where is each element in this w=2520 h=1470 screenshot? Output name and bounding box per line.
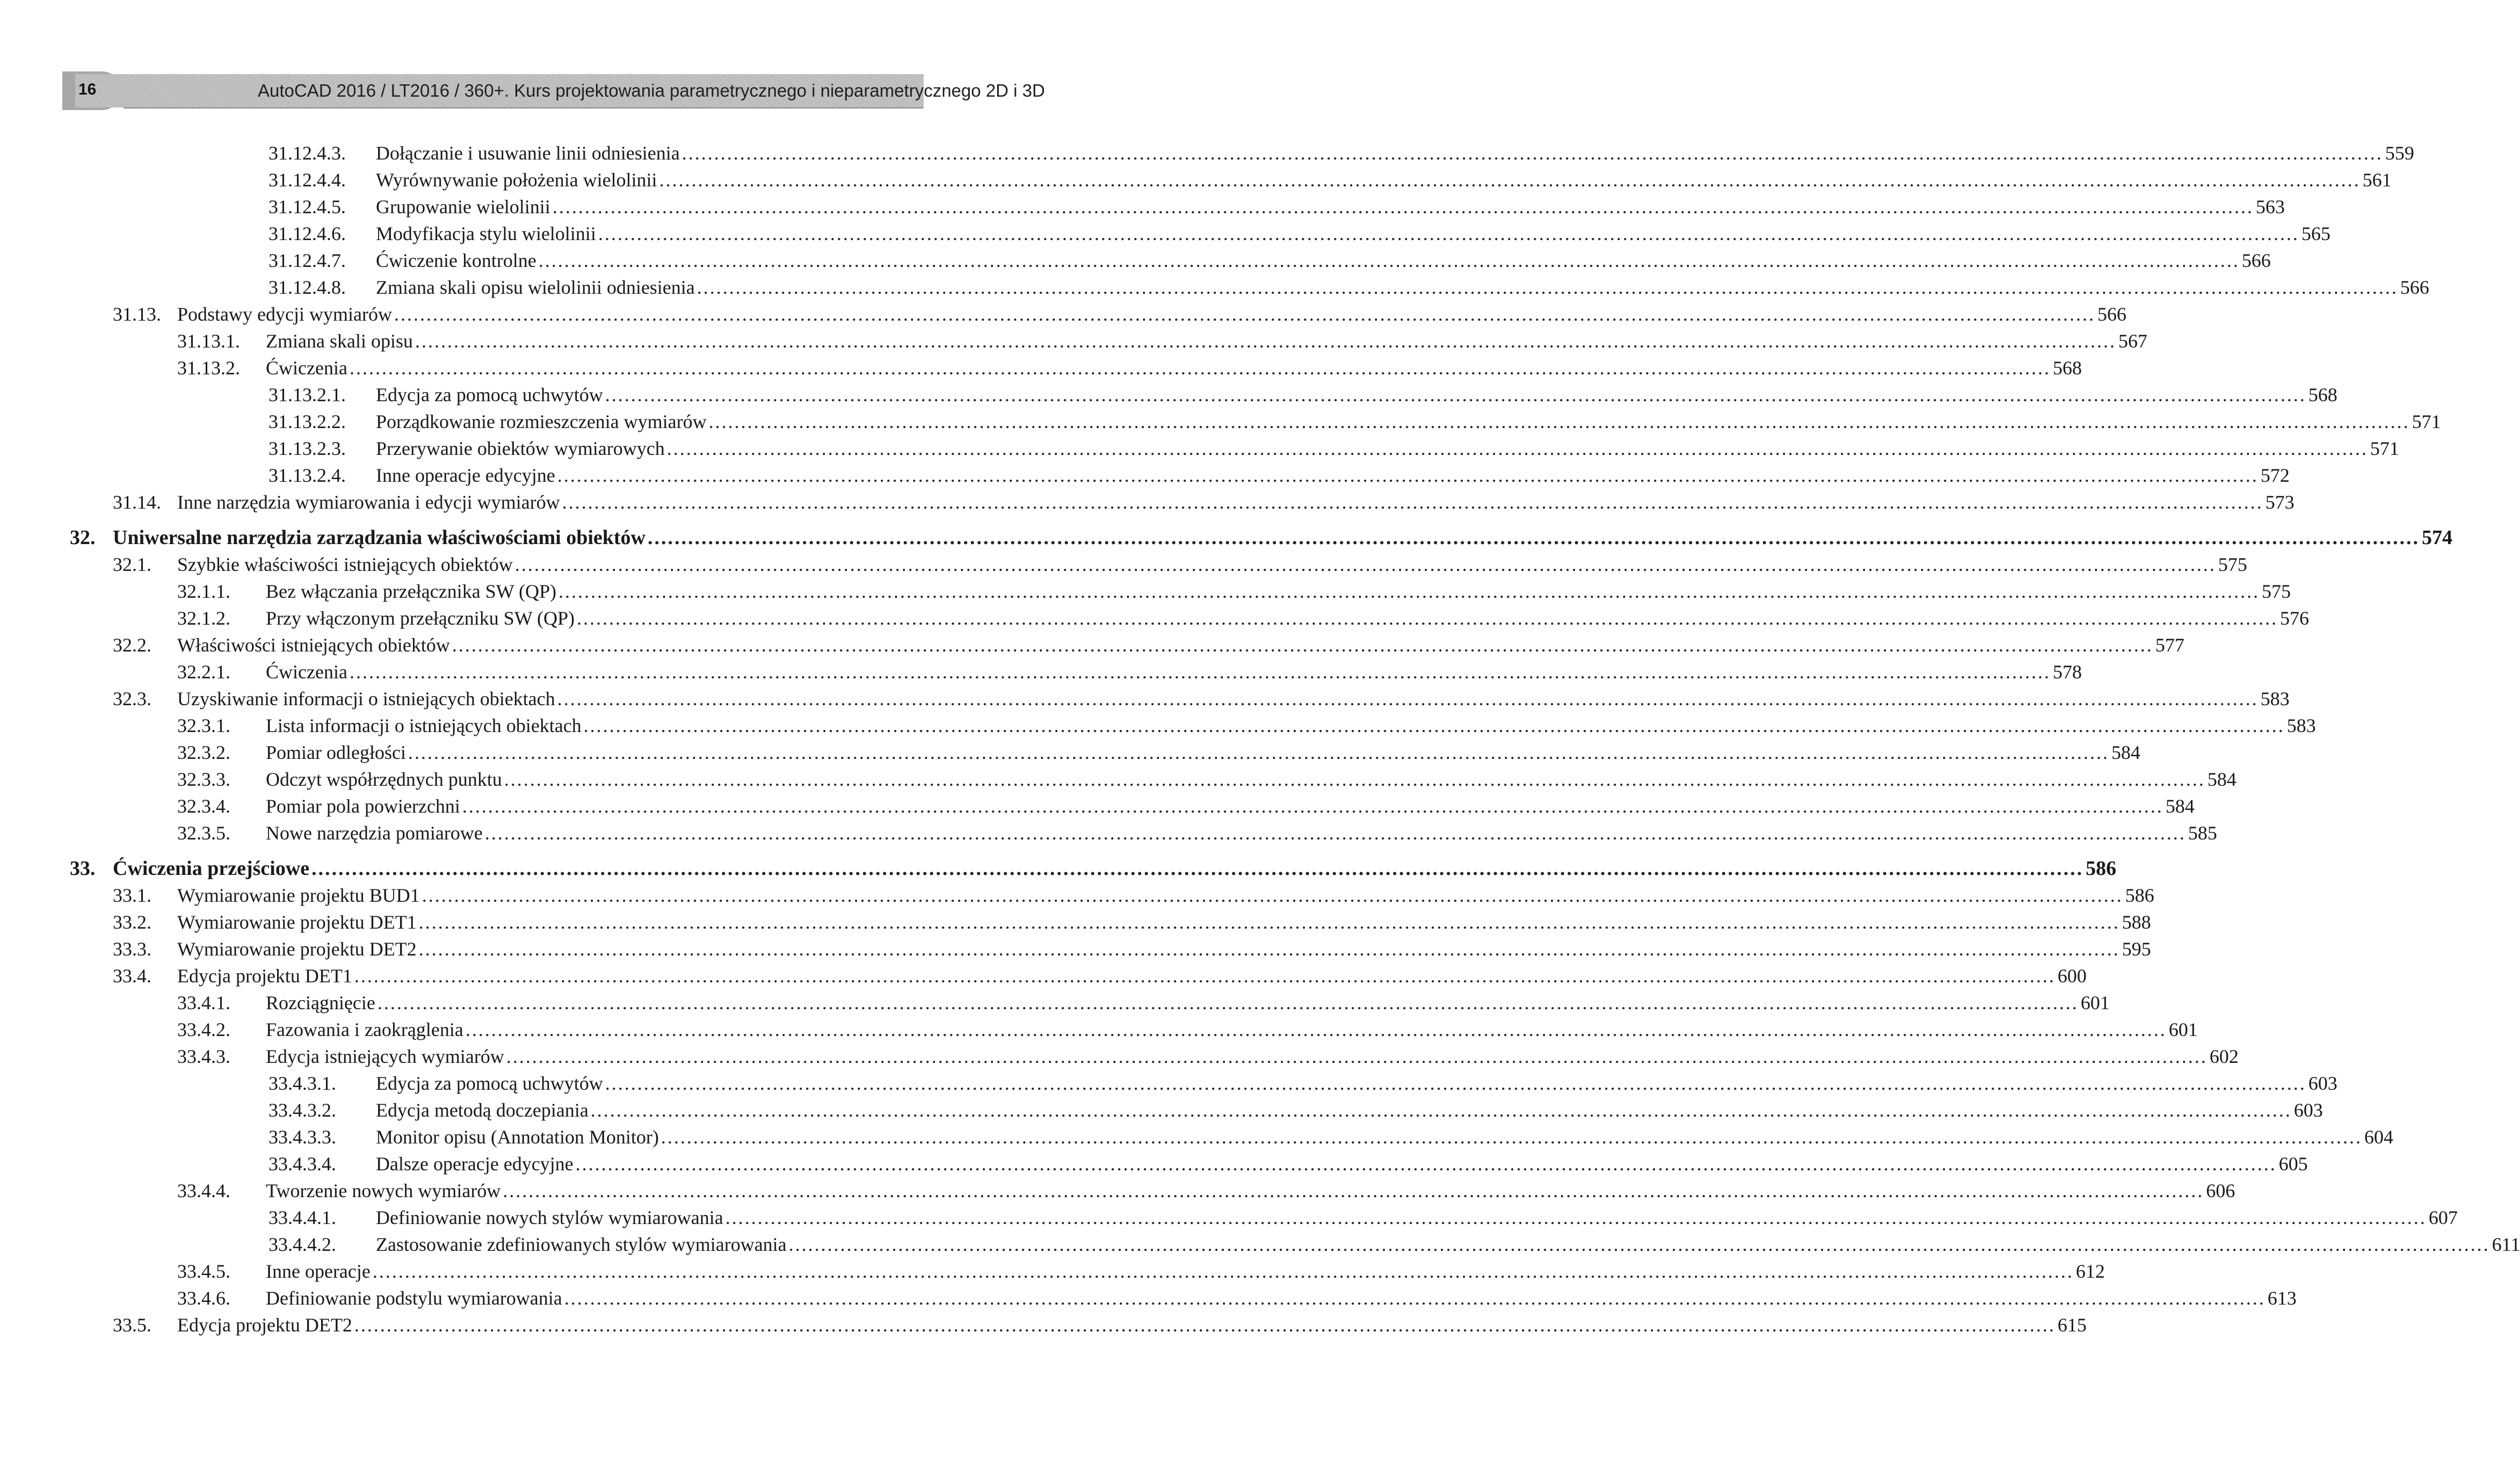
- toc-section-number: 33.4.3.3.: [268, 1126, 336, 1148]
- toc-entry: [177, 685, 2290, 712]
- toc-entry: [266, 578, 2291, 605]
- toc-row: [177, 1285, 2297, 1312]
- toc-leader-dots: [506, 1043, 2207, 1070]
- toc-entry: [177, 551, 2247, 578]
- toc-entry: [177, 301, 2126, 328]
- toc-row: [177, 989, 2110, 1016]
- toc-row: [268, 274, 2429, 301]
- toc-section-number: 32.: [70, 526, 96, 549]
- toc-page-number: 559: [2385, 142, 2414, 164]
- toc-row: [113, 909, 2151, 936]
- toc-row: [113, 551, 2247, 578]
- toc-row: [177, 820, 2217, 846]
- toc-entry: [266, 328, 2147, 354]
- toc-page-number: 604: [2364, 1126, 2393, 1148]
- toc-entry: [177, 962, 2087, 989]
- toc-leader-dots: [539, 247, 2240, 274]
- toc-page-number: 566: [2400, 277, 2429, 298]
- toc-leader-dots: [394, 301, 2095, 328]
- toc-section-number: 33.4.5.: [177, 1261, 230, 1282]
- toc-entry: [376, 1150, 2308, 1177]
- toc-entry: [266, 820, 2217, 846]
- toc-page-number: 561: [2362, 169, 2392, 191]
- toc-row: [177, 793, 2195, 820]
- toc-page-number: 577: [2155, 634, 2184, 656]
- toc-row: [177, 1016, 2198, 1043]
- toc-page-number: 615: [2057, 1314, 2087, 1336]
- toc-entry: [376, 1097, 2323, 1124]
- toc-page-number: 605: [2278, 1153, 2308, 1175]
- toc-leader-dots: [725, 1204, 2427, 1231]
- toc-section-number: 33.4.4.: [177, 1180, 230, 1201]
- toc-section-number: 32.3.5.: [177, 822, 230, 844]
- toc-title: Uzyskiwanie informacji o istniejących obiektach: [177, 685, 557, 712]
- toc-section-number: 33.4.: [113, 965, 151, 987]
- toc-leader-dots: [485, 820, 2186, 846]
- toc-entry: [177, 882, 2154, 909]
- toc-row: [113, 685, 2290, 712]
- toc-title: Wymiarowanie projektu DET2: [177, 936, 419, 962]
- toc-row: [268, 140, 2414, 166]
- toc-section-number: 31.12.4.6.: [268, 223, 346, 244]
- toc-title: Grupowanie wielolinii: [376, 193, 553, 220]
- header-divider: [124, 107, 924, 108]
- toc-title: Ćwiczenie kontrolne: [376, 247, 539, 274]
- toc-leader-dots: [605, 381, 2306, 408]
- toc-leader-dots: [562, 489, 2263, 516]
- toc-row: [113, 1312, 2087, 1338]
- toc-title: Wymiarowanie projektu BUD1: [177, 882, 422, 909]
- toc-section-number: 31.12.4.3.: [268, 142, 346, 164]
- toc-page-number: 584: [2111, 742, 2140, 763]
- toc-section-number: 33.4.3.: [177, 1046, 230, 1067]
- toc-leader-dots: [373, 1258, 2074, 1285]
- toc-leader-dots: [504, 766, 2205, 793]
- toc-leader-dots: [452, 632, 2153, 658]
- toc-page-number: 612: [2075, 1261, 2105, 1282]
- toc-section-number: 31.12.4.8.: [268, 277, 346, 298]
- toc-page-number: 565: [2301, 223, 2330, 244]
- toc-leader-dots: [584, 712, 2285, 739]
- toc-section-number: 32.3.1.: [177, 715, 230, 736]
- toc-entry: [113, 855, 2117, 882]
- toc-title: Zastosowanie zdefiniowanych stylów wymiarowania: [376, 1231, 789, 1258]
- toc-page-number: 567: [2118, 330, 2147, 352]
- toc-row: [268, 166, 2392, 193]
- toc-page-number: 575: [2262, 581, 2291, 602]
- toc-title: Uniwersalne narzędzia zarządzania właściwościami obiektów: [113, 524, 648, 551]
- toc-leader-dots: [564, 1285, 2265, 1312]
- toc-page-number: 584: [2207, 769, 2236, 790]
- toc-page-number: 563: [2255, 196, 2285, 218]
- toc-section-number: 33.4.4.1.: [268, 1207, 336, 1228]
- toc-leader-dots: [515, 551, 2216, 578]
- toc-row: [177, 354, 2082, 381]
- toc-row: [268, 408, 2441, 435]
- toc-leader-dots: [503, 1177, 2204, 1204]
- toc-page-number: 571: [2370, 438, 2399, 459]
- toc-page-number: 572: [2260, 465, 2290, 486]
- toc-page-number: 585: [2188, 822, 2217, 844]
- toc-title: Modyfikacja stylu wielolinii: [376, 220, 598, 247]
- toc-leader-dots: [354, 962, 2056, 989]
- toc-leader-dots: [350, 658, 2051, 685]
- toc-title: Edycja za pomocą uchwytów: [376, 381, 605, 408]
- toc-row: [268, 1097, 2323, 1124]
- toc-row: [177, 1258, 2105, 1285]
- toc-leader-dots: [422, 882, 2123, 909]
- toc-chapter-row: [70, 855, 2117, 882]
- toc-title: Zmiana skali opisu wielolinii odniesienia: [376, 274, 697, 301]
- toc-page-number: 602: [2209, 1046, 2239, 1067]
- toc-row: [113, 936, 2151, 962]
- toc-entry: [266, 354, 2082, 381]
- toc-row: [268, 462, 2290, 489]
- toc-section-number: 32.2.: [113, 634, 151, 656]
- toc-row: [113, 882, 2154, 909]
- toc-leader-dots: [553, 193, 2254, 220]
- toc-entry: [113, 524, 2453, 551]
- toc-title: Wymiarowanie projektu DET1: [177, 909, 419, 936]
- toc-leader-dots: [667, 435, 2368, 462]
- toc-chapter-row: [70, 524, 2453, 551]
- toc-page-number: 603: [2293, 1099, 2323, 1121]
- toc-title: Rozciągnięcie: [266, 989, 377, 1016]
- toc-title: Edycja istniejących wymiarów: [266, 1043, 506, 1070]
- toc-section-number: 33.5.: [113, 1314, 151, 1336]
- toc-title: Wyrównywanie położenia wielolinii: [376, 166, 659, 193]
- toc-section-number: 33.4.2.: [177, 1019, 230, 1040]
- toc-leader-dots: [682, 140, 2383, 166]
- toc-entry: [376, 1204, 2458, 1231]
- toc-entry: [376, 193, 2285, 220]
- toc-leader-dots: [462, 793, 2163, 820]
- toc-entry: [266, 793, 2195, 820]
- toc-leader-dots: [576, 1150, 2277, 1177]
- toc-title: Edycja projektu DET1: [177, 962, 354, 989]
- toc-row: [177, 1177, 2235, 1204]
- toc-title: Pomiar odległości: [266, 739, 408, 766]
- toc-section-number: 32.3.: [113, 688, 151, 709]
- toc-entry: [376, 408, 2441, 435]
- toc-section-number: 32.3.2.: [177, 742, 230, 763]
- toc-entry: [177, 632, 2184, 658]
- page-number: 16: [78, 81, 97, 98]
- toc-section-number: 31.13.1.: [177, 330, 240, 352]
- toc-row: [268, 435, 2399, 462]
- toc-row: [113, 301, 2126, 328]
- toc-page-number: 566: [2097, 303, 2126, 325]
- toc-title: Ćwiczenia: [266, 354, 350, 381]
- toc-entry: [177, 489, 2294, 516]
- toc-title: Podstawy edycji wymiarów: [177, 301, 394, 328]
- toc-section-number: 31.14.: [113, 491, 161, 513]
- toc-row: [113, 632, 2184, 658]
- toc-title: Dołączanie i usuwanie linii odniesienia: [376, 140, 682, 166]
- toc-page-number: 578: [2052, 661, 2082, 683]
- toc-leader-dots: [789, 1231, 2490, 1258]
- toc-row: [177, 712, 2316, 739]
- toc-page-number: 606: [2206, 1180, 2235, 1201]
- toc-page-number: 568: [2052, 357, 2082, 379]
- toc-page-number: 583: [2286, 715, 2316, 736]
- toc-row: [268, 247, 2271, 274]
- toc-section-number: 33.4.3.1.: [268, 1073, 336, 1094]
- toc-title: Bez włączania przełącznika SW (QP): [266, 578, 558, 605]
- toc-entry: [177, 1312, 2087, 1338]
- toc-title: Edycja metodą doczepiania: [376, 1097, 591, 1124]
- toc-title: Lista informacji o istniejących obiektach: [266, 712, 584, 739]
- toc-page-number: 601: [2168, 1019, 2198, 1040]
- toc-entry: [376, 140, 2414, 166]
- toc-row: [268, 1204, 2458, 1231]
- toc-section-number: 33.1.: [113, 885, 151, 906]
- toc-page-number: 571: [2412, 411, 2441, 432]
- toc-entry: [177, 909, 2151, 936]
- toc-leader-dots: [415, 328, 2116, 354]
- toc-row: [177, 766, 2236, 793]
- toc-row: [177, 328, 2147, 354]
- toc-title: Właściwości istniejących obiektów: [177, 632, 452, 658]
- toc-title: Nowe narzędzia pomiarowe: [266, 820, 485, 846]
- toc-entry: [376, 247, 2271, 274]
- toc-section-number: 32.3.3.: [177, 769, 230, 790]
- toc-leader-dots: [709, 408, 2410, 435]
- toc-leader-dots: [408, 739, 2109, 766]
- toc-entry: [177, 936, 2151, 962]
- toc-entry: [266, 605, 2310, 632]
- toc-entry: [376, 381, 2337, 408]
- toc-page-number: 603: [2308, 1073, 2337, 1094]
- toc-row: [268, 1231, 2520, 1258]
- toc-leader-dots: [591, 1097, 2292, 1124]
- toc-leader-dots: [354, 1312, 2056, 1338]
- toc-section-number: 33.4.4.2.: [268, 1234, 336, 1255]
- toc-entry: [376, 274, 2429, 301]
- toc-section-number: 31.13.2.4.: [268, 465, 346, 486]
- toc-title: Szybkie właściwości istniejących obiektów: [177, 551, 515, 578]
- toc-leader-dots: [466, 1016, 2167, 1043]
- toc-title: Definiowanie podstylu wymiarowania: [266, 1285, 564, 1312]
- toc-entry: [266, 712, 2316, 739]
- toc-entry: [266, 766, 2236, 793]
- toc-page-number: 613: [2267, 1287, 2297, 1309]
- toc-row: [268, 193, 2285, 220]
- toc-title: Inne operacje: [266, 1258, 373, 1285]
- toc-section-number: 33.4.3.2.: [268, 1099, 336, 1121]
- toc-section-number: 33.: [70, 857, 96, 880]
- toc-title: Przy włączonym przełączniku SW (QP): [266, 605, 577, 632]
- toc-entry: [266, 1016, 2198, 1043]
- toc-page-number: 576: [2280, 607, 2310, 629]
- toc-leader-dots: [311, 855, 2083, 882]
- toc-title: Przerywanie obiektów wymiarowych: [376, 435, 667, 462]
- toc-title: Porządkowanie rozmieszczenia wymiarów: [376, 408, 709, 435]
- toc-page-number: 584: [2165, 795, 2195, 817]
- toc-section-number: 31.13.2.1.: [268, 384, 346, 405]
- toc-row: [268, 1124, 2393, 1150]
- toc-page-number: 601: [2080, 992, 2110, 1013]
- toc-leader-dots: [577, 605, 2278, 632]
- toc-entry: [376, 462, 2290, 489]
- toc-entry: [376, 1231, 2520, 1258]
- toc-section-number: 31.13.: [113, 303, 161, 325]
- toc-entry: [266, 739, 2140, 766]
- toc-leader-dots: [648, 524, 2420, 551]
- toc-entry: [376, 166, 2392, 193]
- toc-title: Ćwiczenia przejściowe: [113, 855, 311, 882]
- toc-section-number: 31.13.2.: [177, 357, 240, 379]
- toc-page-number: 600: [2057, 965, 2087, 987]
- toc-section-number: 31.12.4.7.: [268, 250, 346, 271]
- toc-page-number: 595: [2122, 938, 2151, 960]
- toc-row: [177, 605, 2310, 632]
- toc-page-number: 575: [2218, 554, 2247, 575]
- toc-title: Edycja projektu DET2: [177, 1312, 354, 1338]
- toc-section-number: 33.4.3.4.: [268, 1153, 336, 1175]
- toc-leader-dots: [558, 578, 2260, 605]
- toc-title: Ćwiczenia: [266, 658, 350, 685]
- toc-page-number: 566: [2241, 250, 2271, 271]
- header-title: AutoCAD 2016 / LT2016 / 360+. Kurs projektowania parametrycznego i nieparametrycznego 2D i 3D: [258, 81, 1045, 100]
- toc-entry: [266, 658, 2082, 685]
- toc-row: [177, 1043, 2239, 1070]
- toc-entry: [376, 435, 2399, 462]
- toc-title: Monitor opisu (Annotation Monitor): [376, 1124, 661, 1150]
- toc-row: [268, 1070, 2337, 1097]
- toc-row: [268, 220, 2330, 247]
- toc-leader-dots: [661, 1124, 2362, 1150]
- toc-page-number: 607: [2428, 1207, 2458, 1228]
- toc-page-number: 583: [2260, 688, 2290, 709]
- toc-title: Inne narzędzia wymiarowania i edycji wymiarów: [177, 489, 562, 516]
- toc-leader-dots: [350, 354, 2051, 381]
- toc-entry: [266, 1285, 2297, 1312]
- toc-title: Tworzenie nowych wymiarów: [266, 1177, 503, 1204]
- toc-entry: [266, 1043, 2239, 1070]
- toc-leader-dots: [377, 989, 2079, 1016]
- toc-leader-dots: [598, 220, 2299, 247]
- toc-title: Zmiana skali opisu: [266, 328, 415, 354]
- toc-section-number: 31.12.4.4.: [268, 169, 346, 191]
- toc-row: [177, 658, 2082, 685]
- toc-section-number: 33.3.: [113, 938, 151, 960]
- toc-title: Edycja za pomocą uchwytów: [376, 1070, 605, 1097]
- toc-page-number: 574: [2422, 526, 2453, 549]
- toc-entry: [376, 1124, 2393, 1150]
- toc-section-number: 32.2.1.: [177, 661, 230, 683]
- toc-entry: [266, 1177, 2235, 1204]
- toc-title: Definiowanie nowych stylów wymiarowania: [376, 1204, 725, 1231]
- toc-title: Pomiar pola powierzchni: [266, 793, 462, 820]
- toc-entry: [266, 1258, 2105, 1285]
- toc-section-number: 31.12.4.5.: [268, 196, 346, 218]
- toc-row: [177, 578, 2291, 605]
- toc-page-number: 573: [2265, 491, 2294, 513]
- toc-page-number: 586: [2086, 857, 2117, 880]
- toc-entry: [266, 989, 2110, 1016]
- toc-leader-dots: [557, 685, 2258, 712]
- toc-row: [177, 739, 2140, 766]
- toc-leader-dots: [605, 1070, 2306, 1097]
- toc-entry: [376, 220, 2330, 247]
- toc-leader-dots: [419, 909, 2120, 936]
- toc-leader-dots: [659, 166, 2361, 193]
- toc-section-number: 32.1.: [113, 554, 151, 575]
- toc-title: Dalsze operacje edycyjne: [376, 1150, 576, 1177]
- toc-section-number: 33.2.: [113, 911, 151, 933]
- toc-section-number: 32.1.2.: [177, 607, 230, 629]
- toc-section-number: 31.13.2.3.: [268, 438, 346, 459]
- toc-section-number: 32.3.4.: [177, 795, 230, 817]
- toc-row: [113, 962, 2087, 989]
- toc-entry: [376, 1070, 2337, 1097]
- toc-section-number: 33.4.1.: [177, 992, 230, 1013]
- toc-page-number: 588: [2122, 911, 2151, 933]
- toc-title: Fazowania i zaokrąglenia: [266, 1016, 466, 1043]
- toc-row: [113, 489, 2294, 516]
- toc-leader-dots: [557, 462, 2258, 489]
- toc-leader-dots: [697, 274, 2398, 301]
- toc-page-number: 568: [2308, 384, 2337, 405]
- toc-section-number: 32.1.1.: [177, 581, 230, 602]
- toc-page-number: 611: [2492, 1234, 2520, 1255]
- toc-section-number: 33.4.6.: [177, 1287, 230, 1309]
- toc-section-number: 31.13.2.2.: [268, 411, 346, 432]
- toc-page-number: 586: [2125, 885, 2154, 906]
- toc-row: [268, 381, 2337, 408]
- toc-row: [268, 1150, 2308, 1177]
- toc-leader-dots: [419, 936, 2120, 962]
- toc-title: Inne operacje edycyjne: [376, 462, 557, 489]
- toc-title: Odczyt współrzędnych punktu: [266, 766, 504, 793]
